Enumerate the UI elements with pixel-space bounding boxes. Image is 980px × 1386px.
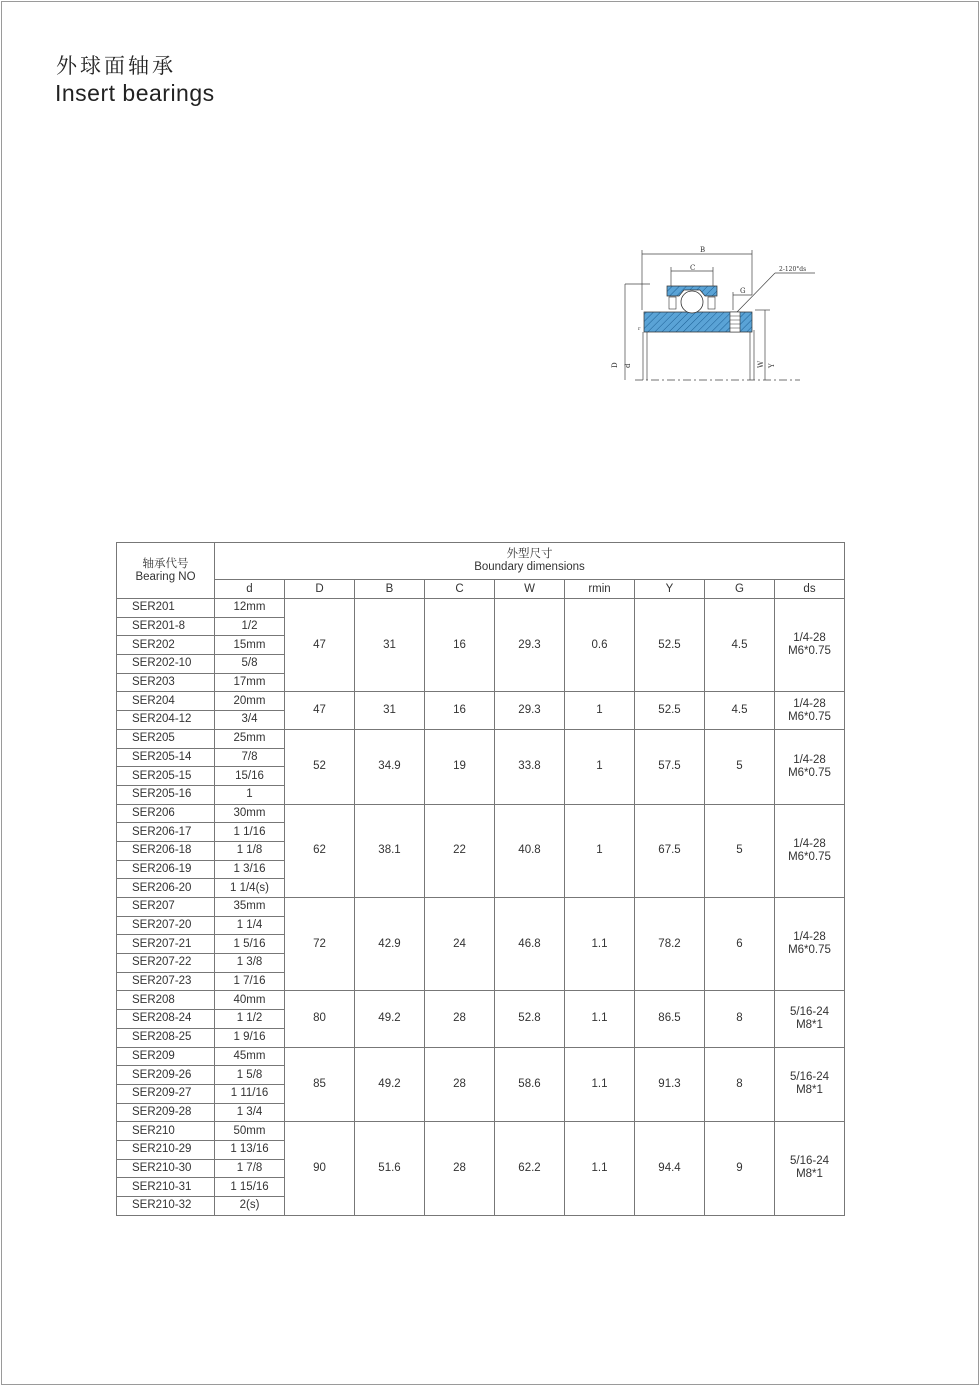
table-row xyxy=(117,991,845,1010)
bore-d-cell: 25mm xyxy=(215,729,285,748)
dimension-b-cell: 38.1 xyxy=(355,804,425,897)
column-header-B: B xyxy=(355,580,425,599)
bore-d-cell: 30mm xyxy=(215,804,285,823)
label-Y: Y xyxy=(768,363,776,368)
dimension-c-cell: 16 xyxy=(425,599,495,692)
dimension-g-cell: 8 xyxy=(705,1047,775,1122)
dimension-c-cell: 19 xyxy=(425,729,495,804)
bore-d-cell: 12mm xyxy=(215,599,285,618)
bearing-code-cell: SER206-17 xyxy=(117,823,215,842)
bearing-code-cell: SER205-14 xyxy=(117,748,215,767)
ds-imperial-thread: 5/16-24 xyxy=(789,1155,829,1168)
table-body xyxy=(117,599,845,1216)
label-r: r xyxy=(638,326,641,332)
dimension-ds-cell xyxy=(775,1047,845,1122)
dimension-ds-cell xyxy=(775,1122,845,1215)
dimension-y-cell: 52.5 xyxy=(635,692,705,729)
bearing-spec-table xyxy=(116,542,845,1216)
ds-metric-thread: M6*0.75 xyxy=(788,645,831,658)
dimension-b-cell: 31 xyxy=(355,599,425,692)
dimension-ds-cell xyxy=(775,599,845,692)
dimension-b-cell: 51.6 xyxy=(355,1122,425,1215)
dimension-d-cell: 52 xyxy=(285,729,355,804)
bearing-code-cell: SER202 xyxy=(117,636,215,655)
dimension-y-cell: 57.5 xyxy=(635,729,705,804)
dimension-w-cell: 29.3 xyxy=(495,599,565,692)
dimension-d-cell: 90 xyxy=(285,1122,355,1215)
bearing-code-cell: SER209-27 xyxy=(117,1084,215,1103)
dimension-b-cell: 31 xyxy=(355,692,425,729)
bearing-code-cell: SER207-23 xyxy=(117,972,215,991)
bearing-code-cell: SER207-22 xyxy=(117,954,215,973)
dimension-ds-cell xyxy=(775,991,845,1047)
header-bearing-no-cn: 轴承代号 xyxy=(142,557,189,570)
dimension-ds-cell xyxy=(775,729,845,804)
bore-d-cell: 1 xyxy=(215,785,285,804)
bearing-code-cell: SER207-21 xyxy=(117,935,215,954)
bore-d-cell: 15/16 xyxy=(215,767,285,786)
bearing-code-cell: SER203 xyxy=(117,673,215,692)
bore-d-cell: 1 11/16 xyxy=(215,1084,285,1103)
bore-d-cell: 1 7/16 xyxy=(215,972,285,991)
column-header-rmin: rmin xyxy=(565,580,635,599)
column-header-ds: ds xyxy=(775,580,845,599)
dimension-rmin-cell: 1 xyxy=(565,692,635,729)
bearing-code-cell: SER210-30 xyxy=(117,1159,215,1178)
bore-d-cell: 50mm xyxy=(215,1122,285,1141)
dimension-rmin-cell: 0.6 xyxy=(565,599,635,692)
dimension-w-cell: 62.2 xyxy=(495,1122,565,1215)
column-header-D: D xyxy=(285,580,355,599)
bore-d-cell: 1 15/16 xyxy=(215,1178,285,1197)
dimension-y-cell: 78.2 xyxy=(635,898,705,991)
bearing-code-cell: SER202-10 xyxy=(117,655,215,674)
dimension-g-cell: 8 xyxy=(705,991,775,1047)
dimension-w-cell: 58.6 xyxy=(495,1047,565,1122)
dimension-d-cell: 72 xyxy=(285,898,355,991)
bore-d-cell: 45mm xyxy=(215,1047,285,1066)
table-row xyxy=(117,898,845,917)
bearing-code-cell: SER208-25 xyxy=(117,1028,215,1047)
dimension-y-cell: 67.5 xyxy=(635,804,705,897)
ds-imperial-thread: 5/16-24 xyxy=(789,1005,829,1018)
bore-d-cell: 1 1/4(s) xyxy=(215,879,285,898)
bearing-code-cell: SER210 xyxy=(117,1122,215,1141)
bearing-code-cell: SER206 xyxy=(117,804,215,823)
bearing-code-cell: SER209-26 xyxy=(117,1066,215,1085)
bearing-code-cell: SER206-20 xyxy=(117,879,215,898)
column-header-W: W xyxy=(495,580,565,599)
dimension-rmin-cell: 1.1 xyxy=(565,1047,635,1122)
dimension-c-cell: 22 xyxy=(425,804,495,897)
ds-imperial-thread: 5/16-24 xyxy=(789,1071,829,1084)
dimension-g-cell: 4.5 xyxy=(705,692,775,729)
bore-d-cell: 1 13/16 xyxy=(215,1140,285,1159)
dimension-b-cell: 49.2 xyxy=(355,991,425,1047)
bearing-code-cell: SER210-29 xyxy=(117,1140,215,1159)
dimension-rmin-cell: 1.1 xyxy=(565,898,635,991)
dimension-b-cell: 34.9 xyxy=(355,729,425,804)
dimension-d-cell: 62 xyxy=(285,804,355,897)
column-header-d: d xyxy=(215,580,285,599)
bore-d-cell: 1 5/8 xyxy=(215,1066,285,1085)
ds-metric-thread: M6*0.75 xyxy=(788,944,831,957)
dimension-b-cell: 42.9 xyxy=(355,898,425,991)
bore-d-cell: 40mm xyxy=(215,991,285,1010)
dimension-rmin-cell: 1 xyxy=(565,804,635,897)
bore-d-cell: 1/2 xyxy=(215,617,285,636)
dimension-c-cell: 28 xyxy=(425,1122,495,1215)
bore-d-cell: 1 3/8 xyxy=(215,954,285,973)
label-B: B xyxy=(700,246,706,254)
dimension-d-cell: 47 xyxy=(285,599,355,692)
column-header-G: G xyxy=(705,580,775,599)
dimension-w-cell: 40.8 xyxy=(495,804,565,897)
bore-d-cell: 3/4 xyxy=(215,711,285,730)
bore-d-cell: 1 3/4 xyxy=(215,1103,285,1122)
dimension-w-cell: 46.8 xyxy=(495,898,565,991)
bearing-code-cell: SER210-32 xyxy=(117,1197,215,1216)
dimension-c-cell: 24 xyxy=(425,898,495,991)
bore-d-cell: 1 3/16 xyxy=(215,860,285,879)
dimension-c-cell: 28 xyxy=(425,991,495,1047)
bore-d-cell: 5/8 xyxy=(215,655,285,674)
ds-metric-thread: M8*1 xyxy=(796,1084,823,1097)
table-row xyxy=(117,599,845,618)
dimension-rmin-cell: 1.1 xyxy=(565,991,635,1047)
ds-imperial-thread: 1/4-28 xyxy=(793,697,826,710)
bearing-code-cell: SER201-8 xyxy=(117,617,215,636)
dimension-b-cell: 49.2 xyxy=(355,1047,425,1122)
table-row xyxy=(117,729,845,748)
dimension-y-cell: 91.3 xyxy=(635,1047,705,1122)
dimension-ds-cell xyxy=(775,804,845,897)
bore-d-cell: 15mm xyxy=(215,636,285,655)
ds-imperial-thread: 1/4-28 xyxy=(793,837,826,850)
bearing-code-cell: SER210-31 xyxy=(117,1178,215,1197)
bearing-cross-section-diagram xyxy=(605,240,825,390)
ds-imperial-thread: 1/4-28 xyxy=(793,753,826,766)
ds-metric-thread: M6*0.75 xyxy=(788,710,831,723)
label-C: C xyxy=(690,264,696,272)
label-W: W xyxy=(757,360,765,368)
page-title-english: Insert bearings xyxy=(55,80,215,106)
bearing-code-cell: SER201 xyxy=(117,599,215,618)
dimension-ds-cell xyxy=(775,692,845,729)
header-boundary-dimensions xyxy=(215,543,845,580)
bearing-code-cell: SER204-12 xyxy=(117,711,215,730)
dimension-g-cell: 5 xyxy=(705,804,775,897)
label-ds: 2-120°ds xyxy=(779,266,807,273)
bearing-code-cell: SER208 xyxy=(117,991,215,1010)
dimension-g-cell: 9 xyxy=(705,1122,775,1215)
column-header-Y: Y xyxy=(635,580,705,599)
bearing-code-cell: SER206-18 xyxy=(117,841,215,860)
bore-d-cell: 1 1/16 xyxy=(215,823,285,842)
dimension-y-cell: 86.5 xyxy=(635,991,705,1047)
dimension-rmin-cell: 1 xyxy=(565,729,635,804)
ds-metric-thread: M8*1 xyxy=(796,1168,823,1181)
bearing-code-cell: SER208-24 xyxy=(117,1010,215,1029)
column-header-C: C xyxy=(425,580,495,599)
dimension-w-cell: 52.8 xyxy=(495,991,565,1047)
header-bearing-no xyxy=(117,543,215,599)
ds-metric-thread: M8*1 xyxy=(796,1018,823,1031)
bearing-code-cell: SER207-20 xyxy=(117,916,215,935)
bearing-code-cell: SER209 xyxy=(117,1047,215,1066)
dimension-ds-cell xyxy=(775,898,845,991)
label-D: D xyxy=(611,362,619,368)
dimension-w-cell: 33.8 xyxy=(495,729,565,804)
header-boundary-en: Boundary dimensions xyxy=(474,561,585,573)
dimension-y-cell: 52.5 xyxy=(635,599,705,692)
ds-imperial-thread: 1/4-28 xyxy=(793,931,826,944)
bearing-code-cell: SER205-15 xyxy=(117,767,215,786)
bore-d-cell: 35mm xyxy=(215,898,285,917)
header-boundary-cn: 外型尺寸 xyxy=(506,548,553,560)
dimension-d-cell: 85 xyxy=(285,1047,355,1122)
bore-d-cell: 1 5/16 xyxy=(215,935,285,954)
bore-d-cell: 17mm xyxy=(215,673,285,692)
dimension-g-cell: 6 xyxy=(705,898,775,991)
bearing-code-cell: SER207 xyxy=(117,898,215,917)
ds-imperial-thread: 1/4-28 xyxy=(793,632,826,645)
bearing-code-cell: SER205-16 xyxy=(117,785,215,804)
bearing-code-cell: SER209-28 xyxy=(117,1103,215,1122)
page-title-chinese: 外球面轴承 xyxy=(56,54,176,78)
dimension-d-cell: 47 xyxy=(285,692,355,729)
bore-d-cell: 7/8 xyxy=(215,748,285,767)
dimension-g-cell: 4.5 xyxy=(705,599,775,692)
dimension-c-cell: 28 xyxy=(425,1047,495,1122)
table-row xyxy=(117,692,845,711)
bearing-code-cell: SER206-19 xyxy=(117,860,215,879)
dimension-c-cell: 16 xyxy=(425,692,495,729)
bore-d-cell: 20mm xyxy=(215,692,285,711)
dimension-w-cell: 29.3 xyxy=(495,692,565,729)
table-row xyxy=(117,804,845,823)
table-row xyxy=(117,1047,845,1066)
label-d: d xyxy=(624,363,632,368)
bearing-code-cell: SER205 xyxy=(117,729,215,748)
dimension-d-cell: 80 xyxy=(285,991,355,1047)
bore-d-cell: 1 1/4 xyxy=(215,916,285,935)
ds-metric-thread: M6*0.75 xyxy=(788,766,831,779)
bore-d-cell: 1 1/8 xyxy=(215,841,285,860)
ds-metric-thread: M6*0.75 xyxy=(788,850,831,863)
bore-d-cell: 2(s) xyxy=(215,1197,285,1216)
bore-d-cell: 1 9/16 xyxy=(215,1028,285,1047)
dimension-y-cell: 94.4 xyxy=(635,1122,705,1215)
table-row xyxy=(117,1122,845,1141)
dimension-g-cell: 5 xyxy=(705,729,775,804)
bore-d-cell: 1 7/8 xyxy=(215,1159,285,1178)
bearing-code-cell: SER204 xyxy=(117,692,215,711)
dimension-rmin-cell: 1.1 xyxy=(565,1122,635,1215)
header-bearing-no-en: Bearing NO xyxy=(135,570,196,583)
label-G: G xyxy=(740,287,746,295)
bore-d-cell: 1 1/2 xyxy=(215,1010,285,1029)
